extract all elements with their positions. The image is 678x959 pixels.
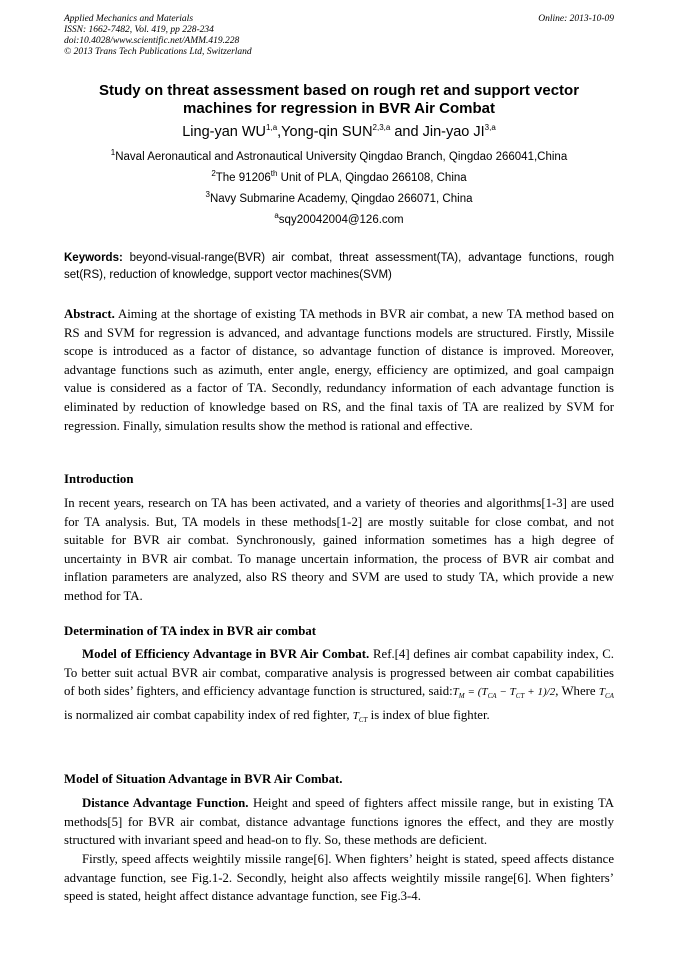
affiliation-2 xyxy=(64,171,614,185)
keywords xyxy=(64,250,614,284)
keywords-label: Keywords: xyxy=(64,252,123,264)
title-line-1: Study on threat assessment based on rough ret and support vector xyxy=(98,82,580,99)
online-date: Online: 2013-10-09 xyxy=(538,14,614,24)
distance-text: Height and speed of fighters affect missile range, but in existing TA methods[5] for BVR air combat, distance advantage functions ignores the effect, and they are mostly structured with invariant speed and head-on to fly. So, these methods are deficient. xyxy=(64,796,614,848)
introduction-heading: Introduction xyxy=(64,472,134,486)
author-3-sup: 3,a xyxy=(484,123,496,133)
author-3: and Jin-yao JI xyxy=(390,124,485,140)
affiliation-2-th: th xyxy=(270,169,278,179)
email-sup: a xyxy=(274,211,279,221)
affiliation-2-sup: 2 xyxy=(211,169,216,179)
affiliation-2-post: Unit of PLA, Qingdao 266108, China xyxy=(277,172,467,184)
abstract-label: Abstract. xyxy=(64,307,115,321)
affiliation-2-pre: The 91206 xyxy=(215,172,271,184)
abstract xyxy=(64,305,614,435)
formula-blue: is index of blue fighter. xyxy=(367,707,490,722)
author-1-sup: 1,a xyxy=(266,123,278,133)
affiliation-1-sup: 1 xyxy=(110,148,116,158)
affiliation-1 xyxy=(64,150,614,164)
author-2-sup: 2,3,a xyxy=(372,123,391,133)
distance-label: Distance Advantage Function. xyxy=(82,796,249,810)
efficiency-paragraph xyxy=(64,645,614,730)
symbol-tca: $T_{CA}$ xyxy=(598,686,614,701)
affiliation-3-text: Navy Submarine Academy, Qingdao 266071, China xyxy=(209,193,473,205)
title-line-2: machines for regression in BVR Air Combat xyxy=(182,100,495,117)
efficiency-text: Ref.[4] defines air combat capability index, C. To better suit actual BVR air combat, comparative analysis is progressed between air combat capabilities of both sides’ fighters, and efficiency advantage function is structured, said: xyxy=(64,647,614,699)
affiliation-3 xyxy=(64,192,614,206)
affiliation-3-sup: 3 xyxy=(205,190,210,200)
efficiency-label: Model of Efficiency Advantage in BVR Air Combat. xyxy=(82,647,370,661)
speed-height-paragraph: Firstly, speed affects weightily missile range[6]. When fighters’ height is stated, speed affects distance advantage function, see Fig.1-2. Secondly, height also affects weightily missile range[6]. When fighters’ speed is stated, height affect distance advantage function, see Fig.3-4. xyxy=(64,852,614,904)
author-email xyxy=(64,213,614,227)
email-text: sqy20042004@126.com xyxy=(278,214,404,226)
formula-red: is normalized air combat capability index of red fighter, xyxy=(64,707,353,722)
paper-title xyxy=(64,82,614,118)
determination-heading: Determination of TA index in BVR air combat xyxy=(64,624,317,638)
efficiency-formula: $T_M = (T_{CA} - T_{CT} + 1)/2$ xyxy=(452,686,556,701)
symbol-tct: $T_{CT}$ xyxy=(352,709,368,725)
situation-heading: Model of Situation Advantage in BVR Air Combat. xyxy=(64,772,343,786)
formula-where: , Where xyxy=(555,684,599,699)
issn-line: ISSN: 1662-7482, Vol. 419, pp 228-234 xyxy=(64,25,214,35)
distance-paragraph xyxy=(64,794,614,850)
introduction-text: In recent years, research on TA has been activated, and a variety of theories and algorithms[1-3] are used for TA analysis. But, TA models in these methods[1-2] are mostly suitable for close combat, and not suitable for BVR air combat. Synchronously, gained information sometimes has a high degree of uncertainty in BVR air combat. To manage uncertain information, the process of BVR air combat and inflation parameters are analyzed, also RS theory and SVM are used to study TA, which provide a new method for TA. xyxy=(64,496,614,603)
doi-line: doi:10.4028/www.scientific.net/AMM.419.228 xyxy=(64,36,240,46)
affiliation-1-text: Naval Aeronautical and Astronautical University Qingdao Branch, Qingdao 266041,China xyxy=(115,151,568,163)
journal-name: Applied Mechanics and Materials xyxy=(64,14,194,24)
author-list xyxy=(64,123,614,141)
copyright-line: © 2013 Trans Tech Publications Ltd, Switzerland xyxy=(64,47,252,57)
keywords-text: beyond-visual-range(BVR) air combat, threat assessment(TA), advantage functions, rough set(RS), reduction of knowledge, support vector machines(SVM) xyxy=(64,252,614,281)
running-header xyxy=(64,14,252,58)
author-2: ,Yong-qin SUN xyxy=(277,124,373,140)
author-1: Ling-yan WU xyxy=(182,124,267,140)
abstract-text: Aiming at the shortage of existing TA methods in BVR air combat, a new TA method based on RS and SVM for regression is advanced, and advantage functions models are structured. Firstly, Missile scope is introduced as a factor of distance, so advantage function of distance is improved. Moreover, advantage functions such as azimuth, enter angle, energy, efficiency are optimized, and goal campaign value is considered as a factor of TA. Secondly, redundancy information of each advantage function is eliminated by reduction of knowledge based on RS, and the final taxis of TA are realized by SVM for regression. Finally, simulation results show the method is rational and effective. xyxy=(64,307,614,433)
